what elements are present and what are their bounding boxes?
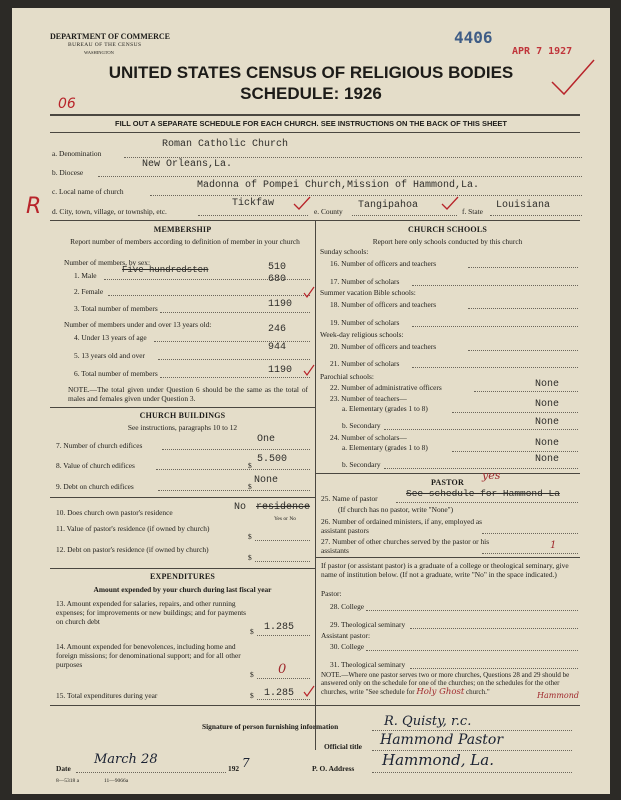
schedule-title: SCHEDULE: 1926 [240, 84, 382, 103]
q16-label: 16. Number of officers and teachers [330, 259, 437, 268]
red-tick-county [440, 196, 460, 212]
q22-value: None [535, 379, 560, 390]
age-intro-label: Number of members under and over 13 years old: [64, 320, 212, 329]
red-tick-expenditures [302, 685, 316, 699]
over-13-value: 944 [268, 342, 287, 353]
residence-value-label: 11. Value of pastor's residence (if owned by church) [56, 524, 210, 533]
date-label: Date [56, 764, 71, 773]
expenditures-sub: Amount expended by your church during last fiscal year [93, 585, 272, 594]
q28-label: 28. College [330, 602, 365, 611]
q23b-value: None [535, 417, 560, 428]
female-value: 680 [268, 274, 287, 285]
pastor-sub-label: Pastor: [321, 589, 342, 598]
date-year-handwritten: 7 [242, 756, 250, 770]
red-tick-female [302, 286, 316, 300]
sunday-schools-label: Sunday schools: [320, 247, 369, 256]
state-label: f. State [462, 207, 483, 216]
denomination-value: Roman Catholic Church [162, 139, 289, 150]
under-13-label: 4. Under 13 years of age [74, 333, 147, 342]
edifices-value-label: 8. Value of church edifices [56, 461, 135, 470]
by-sex-label: Number of members, by sex: [64, 258, 150, 267]
pastor-note-handwriting: Holy Ghost [416, 686, 465, 697]
other-churches-label: 27. Number of other churches served by the pastor or his assistants [321, 537, 490, 555]
q29-label: 29. Theological seminary [330, 620, 406, 629]
q19-label: 19. Number of scholars [330, 318, 400, 327]
form-number: 8—5318 a [56, 778, 80, 784]
stamp-number: 4406 [454, 28, 493, 47]
graduate-note: If pastor (or assistant pastor) is a graduate of a college or theological seminary, give name of institution below. (If not a graduate, write "No" in the space indicated.) [321, 561, 569, 579]
pastor-note-handwriting-2: Hammond [537, 691, 580, 700]
form-title: UNITED STATES CENSUS OF RELIGIOUS BODIES [108, 63, 514, 82]
over-13-label: 5. 13 years old and over [74, 351, 146, 360]
membership-intro: Report number of members according to definition of member in your church [70, 237, 300, 246]
under-13-value: 246 [268, 324, 287, 335]
pastor-name-value: See schedule for Hammond La [406, 488, 560, 499]
county-label: e. County [314, 207, 343, 216]
female-label: 2. Female [74, 287, 104, 296]
total-members-label: 3. Total number of members [74, 304, 158, 313]
department-label: DEPARTMENT OF COMMERCE [50, 32, 171, 41]
q23a-label: a. Elementary (grades 1 to 8) [342, 404, 428, 413]
membership-title: MEMBERSHIP [153, 225, 212, 234]
q24a-label: a. Elementary (grades 1 to 8) [342, 443, 428, 452]
signature-value: R. Quisty, r.c. [384, 714, 472, 729]
city-label: WASHINGTON [84, 50, 114, 55]
summer-schools-label: Summer vacation Bible schools: [320, 288, 416, 297]
date-value: March 28 [94, 752, 158, 767]
stamp-date: APR 7 1927 [512, 46, 573, 57]
buildings-sub: See instructions, paragraphs 10 to 12 [127, 423, 238, 432]
q31-label: 31. Theological seminary [330, 660, 406, 669]
city-town-label: d. City, town, village, or township, etc. [52, 207, 167, 216]
male-struck-text: Five hundredsten [122, 265, 209, 275]
pastor-name-hint: (If church has no pastor, write "None") [338, 505, 454, 514]
total-expenditures-label: 15. Total expenditures during year [56, 691, 158, 700]
instruction-line: FILL OUT A SEPARATE SCHEDULE FOR EACH CHURCH. SEE INSTRUCTIONS ON THE BACK OF THIS SHEET [115, 119, 507, 128]
total-members-6-label: 6. Total number of members [74, 369, 158, 378]
state-value: Louisiana [496, 200, 551, 211]
form-number-2: 11—9066a [104, 778, 129, 784]
pastor-title: PASTOR [431, 478, 464, 487]
edifices-debt-label: 9. Debt on church edifices [56, 482, 134, 491]
q24a-value: None [535, 438, 560, 449]
q20-label: 20. Number of officers and teachers [330, 342, 437, 351]
po-address-label: P. O. Address [312, 764, 355, 773]
po-address-value: Hammond, La. [382, 751, 494, 769]
assistant-pastor-label: Assistant pastor: [321, 631, 371, 640]
diocese-label: b. Diocese [52, 168, 84, 177]
denomination-label: a. Denomination [52, 149, 102, 158]
weekday-schools-label: Week-day religious schools: [320, 330, 404, 339]
schools-title: CHURCH SCHOOLS [407, 225, 488, 234]
edifices-count-value: One [257, 434, 276, 445]
official-title-label: Official title [324, 742, 362, 751]
running-expenses-label: 13. Amount expended for salaries, repairs, and other running expenses; for improvements or new buildings; and for payments on church debt [56, 599, 247, 626]
q22-label: 22. Number of administrative officers [330, 383, 442, 392]
red-margin-note: 06 [58, 96, 76, 112]
membership-note: NOTE.—The total given under Question 6 should be the same as the total of males and females given under Question 3. [68, 385, 308, 403]
q24-label: 24. Number of scholars— [330, 433, 407, 442]
q17-label: 17. Number of scholars [330, 277, 400, 286]
other-churches-value: 1 [550, 540, 557, 551]
bureau-label: BUREAU OF THE CENSUS [68, 42, 142, 48]
expenditures-title: EXPENDITURES [149, 572, 216, 581]
parochial-schools-label: Parochial schools: [320, 372, 374, 381]
official-title-value: Hammond Pastor [380, 732, 504, 748]
signature-label: Signature of person furnishing information [202, 722, 339, 731]
pastor-note: NOTE.—Where one pastor serves two or more churches, Questions 28 and 29 should be answered only on the schedule for one of the churches; on the schedules for the other churches, write "See schedule for Holy Ghost church." [321, 671, 570, 697]
schools-intro: Report here only schools conducted by this church [372, 237, 523, 246]
diocese-value: New Orleans,La. [142, 159, 233, 170]
edifices-debt-value: None [254, 475, 279, 486]
city-town-value: Tickfaw [232, 198, 275, 209]
q23-label: 23. Number of teachers— [330, 394, 407, 403]
red-tick-city [292, 196, 312, 212]
red-r-mark: R [26, 194, 42, 219]
q24b-value: None [535, 454, 560, 465]
running-expenses-value: 1.285 [264, 622, 295, 633]
edifices-count-label: 7. Number of church edifices [56, 441, 143, 450]
date-year-printed: 192 [228, 764, 240, 773]
total-members-6-value: 1190 [268, 365, 293, 376]
q30-label: 30. College [330, 642, 365, 651]
yes-no-hint: Yes or No [274, 516, 297, 522]
total-members-value: 1190 [268, 299, 293, 310]
benevolences-value: 0 [278, 662, 287, 677]
owns-residence-label: 10. Does church own pastor's residence [56, 508, 173, 517]
owns-residence-struck: residence [256, 502, 311, 513]
q18-label: 18. Number of officers and teachers [330, 300, 437, 309]
total-expenditures-value: 1.285 [264, 688, 295, 699]
q23b-label: b. Secondary [342, 421, 381, 430]
pastor-yes-note: yes [482, 469, 501, 482]
edifices-value-amount: 5.500 [257, 454, 288, 465]
residence-debt-label: 12. Debt on pastor's residence (if owned by church) [56, 545, 209, 554]
q23a-value: None [535, 399, 560, 410]
benevolences-label: 14. Amount expended for benevolences, including home and foreign missions; for denominational support; and for all other purposes [56, 642, 241, 669]
owns-residence-value: No [234, 502, 247, 513]
q24b-label: b. Secondary [342, 460, 381, 469]
red-tick-total [302, 364, 316, 378]
q21-label: 21. Number of scholars [330, 359, 400, 368]
male-label: 1. Male [74, 271, 97, 280]
assistant-ministers-label: 26. Number of ordained ministers, if any, employed as assistant pastors [321, 517, 483, 535]
local-name-label: c. Local name of church [52, 187, 124, 196]
county-value: Tangipahoa [358, 200, 419, 211]
male-value: 510 [268, 262, 287, 273]
local-name-value: Madonna of Pompei Church,Mission of Hammond,La. [197, 180, 480, 191]
buildings-title: CHURCH BUILDINGS [139, 411, 226, 420]
pastor-name-label: 25. Name of pastor [321, 494, 378, 503]
census-schedule-sheet: DEPARTMENT OF COMMERCE BUREAU OF THE CENSUS WASHINGTON 4406 APR 7 1927 UNITED STATES CENSUS OF RELIGIOUS BODIES SCHEDULE: 1926 06 FILL OUT A SEPARATE SCHEDULE FOR EACH CHURCH. SEE INSTRUCTIONS ON THE BACK OF THIS SHEET a. Denomination Roman Catholic Church b. Diocese New Orleans,La. c. Local name of church Madonna of Pompei Church,Mission of Hammond,La. R d. City, town, village, or township, etc. Tickfaw e. County Tangipahoa f. State Louisiana MEMBERSHIP Report number of members according to definition of member in your church Number of members, by sex: 1. Male Five hundredsten 510 680 2. Female 3. Total number of members 1190 Number of members under and over 13 years old: 4. Under 13 years of age 246 5. 13 years old and over 944 6. Total number of members 1190 NOTE.—The total given under Question 6 should be the same as the total of males and females given under Question 3. CHURCH BUILDINGS See instructions, paragraphs 10 to 12 7. Number of church edifices One 8. Value of church edifices $ 5.500 9. Debt on church edifices $ None 10. Does church own pastor's residence No residence Yes or No 11. Value of pastor's residence (if owned by church) $ 12. Debt on pastor's residence (if owned by church) $ EXPENDITURES Amount expended by your church during last fiscal year 13. Amount expended for salaries, repairs, and other running expenses; for improvements or new buildings; and for payments on church debt $ 1.285 14. Amount expended for benevolences, including home and foreign missions; for denominational support; and for all other purposes $ 0 15. Total expenditures during year $ 1.285 CHURCH SCHOOLS Report here only schools conducted by this church Sunday schools: 16. Number of officers and teachers 17. Number of scholars Summer vacation Bible schools: 18. Number of officers and teachers 19. Number of scholars Week-day religious schools: 20. Number of officers and teachers 21. Number of scholars Parochial schools: 22. Number of administrative officers None 23. Number of teachers— a. Elementary (grades 1 to 8) None b. Secondary None 24. Number of scholars— a. Elementary (grades 1 to 8) None b. Secondary None PASTOR yes 25. Name of pastor See schedule for Hammond La (If church has no pastor, write "None") 26. Number of ordained ministers, if any, employed as assistant pastors 27. Number of other churches served by the pastor or his assistants 1 If pastor (or assistant pastor) is a graduate of a college or theological seminary, give name of institution below. (If not a graduate, write "No" in the space indicated.) Pastor: 28. College 29. Theological seminary Assistant pastor: 30. College 31. Theological seminary NOTE.—Where one pastor serves two or more churches, Questions 28 and 29 should be answered only on the schedule for one of the churches; on the schedules for the other churches, write "See schedule for Holy Ghost church." Hammond Signature of person furnishing information R. Quisty, r.c. Official title Hammond Pastor Date March 28 192 7 P. O. Address Hammond, La. 8—5318 a 11—9066a [12, 8, 610, 794]
